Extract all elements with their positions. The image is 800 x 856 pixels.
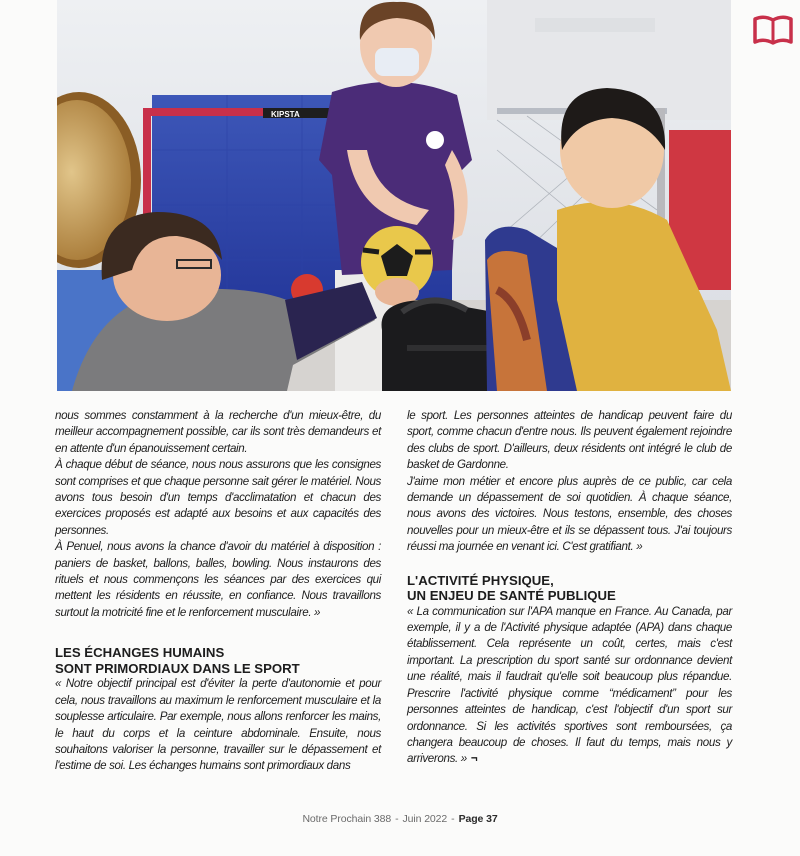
paragraph: J'aime mon métier et encore plus auprès de ce public, car cela demande un dépassement de soi quotidien. À chaque séance, nous avons des victoires. Nous testons, ensemble, des choses nouvelles pour un mieux-être et ils se dépassent tous. J'ai toujours réussi ma journée en venant ici. C'est gratifiant. » (407, 474, 732, 554)
paragraph-final (407, 604, 732, 768)
article-photo (57, 0, 731, 391)
magazine-issue: Notre Prochain 388 (302, 813, 392, 825)
paragraph: le sport. Les personnes atteintes de handicap peuvent faire du sport, comme chacun d'entre nous. Ils peuvent également rejoindre des clubs de sport. D'ailleurs, deux résidents ont intégré le club de basket de Gardonne. (407, 409, 732, 472)
paragraph: « Notre objectif principal est d'éviter la perte d'autonomie et pour cela, nous travaillons au maximum le renforcement musculaire et la souplesse articulaire. Par exemple, nous allons renforcer les mains, le haut du corps et la ceinture abdominale. Ensuite, nous souhaitons valoriser la personne, travailler sur le dépassement et l'estime de soi. Les échanges humains sont primordiaux dans (55, 677, 381, 773)
section-heading (407, 573, 732, 604)
paragraph-text: « La communication sur l'APA manque en France. Au Canada, par exemple, il y a de l'Activité physique adaptée (APA) dans chaque établissement. Cela représente un coût, certes, mais c'est important. La prescription du sport santé sur ordonnance devient une réalité, mais il faudrait qu'elle soit beaucoup plus répandue. Prescrire l'activité physique comme “médicament” pour les personnes atteintes de handicap, c'est l'objectif d'un sport sur ordonnance. Si les activités sportives sont remboursées, ça changera beaucoup de choses. Il faut du temps, mais nous y arriverons. » (407, 604, 732, 766)
section-heading (55, 645, 381, 676)
issue-date: Juin 2022 (402, 813, 448, 825)
section-heading-line1: LES ÉCHANGES HUMAINS (55, 645, 225, 661)
left-column (55, 408, 381, 775)
paragraph: À Penuel, nous avons la chance d'avoir du matériel à disposition : paniers de basket, ballons, balles, bowling. Nous instaurons des rituels et nous commençons les séances par des exercices qui mettent les résidents en réussite, en confiance. Nous travaillons surtout la motricité fine et le renforcement musculaire. » (55, 540, 381, 619)
section-heading-line2: UN ENJEU DE SANTÉ PUBLIQUE (407, 588, 616, 604)
end-of-article-mark: ¬ (470, 752, 478, 766)
goal-brand-label: KIPSTA (271, 110, 300, 119)
book-icon (752, 14, 794, 46)
wall-sign (535, 18, 655, 32)
page-number: Page 37 (458, 813, 498, 825)
paragraph: nous sommes constamment à la recherche d'un mieux-être, du meilleur accompagnement possible, car ils sont très demandeurs et en attente d'un épanouissement certain. (55, 409, 381, 455)
page-footer (0, 813, 800, 825)
footer-separator: - (395, 813, 399, 825)
paragraph: À chaque début de séance, nous nous assurons que les consignes sont comprises et que chaque personne sait gérer le matériel. Nous avons tous besoin d'un temps d'acclimatation et chacun des exercices proposés est adapté aux besoins et aux capacités des personnes. (55, 458, 381, 537)
footer-separator: - (451, 813, 455, 825)
section-heading-line1: L'ACTIVITÉ PHYSIQUE, (407, 572, 554, 588)
section-heading-line2: SONT PRIMORDIAUX DANS LE SPORT (55, 660, 300, 676)
right-column (407, 408, 732, 768)
